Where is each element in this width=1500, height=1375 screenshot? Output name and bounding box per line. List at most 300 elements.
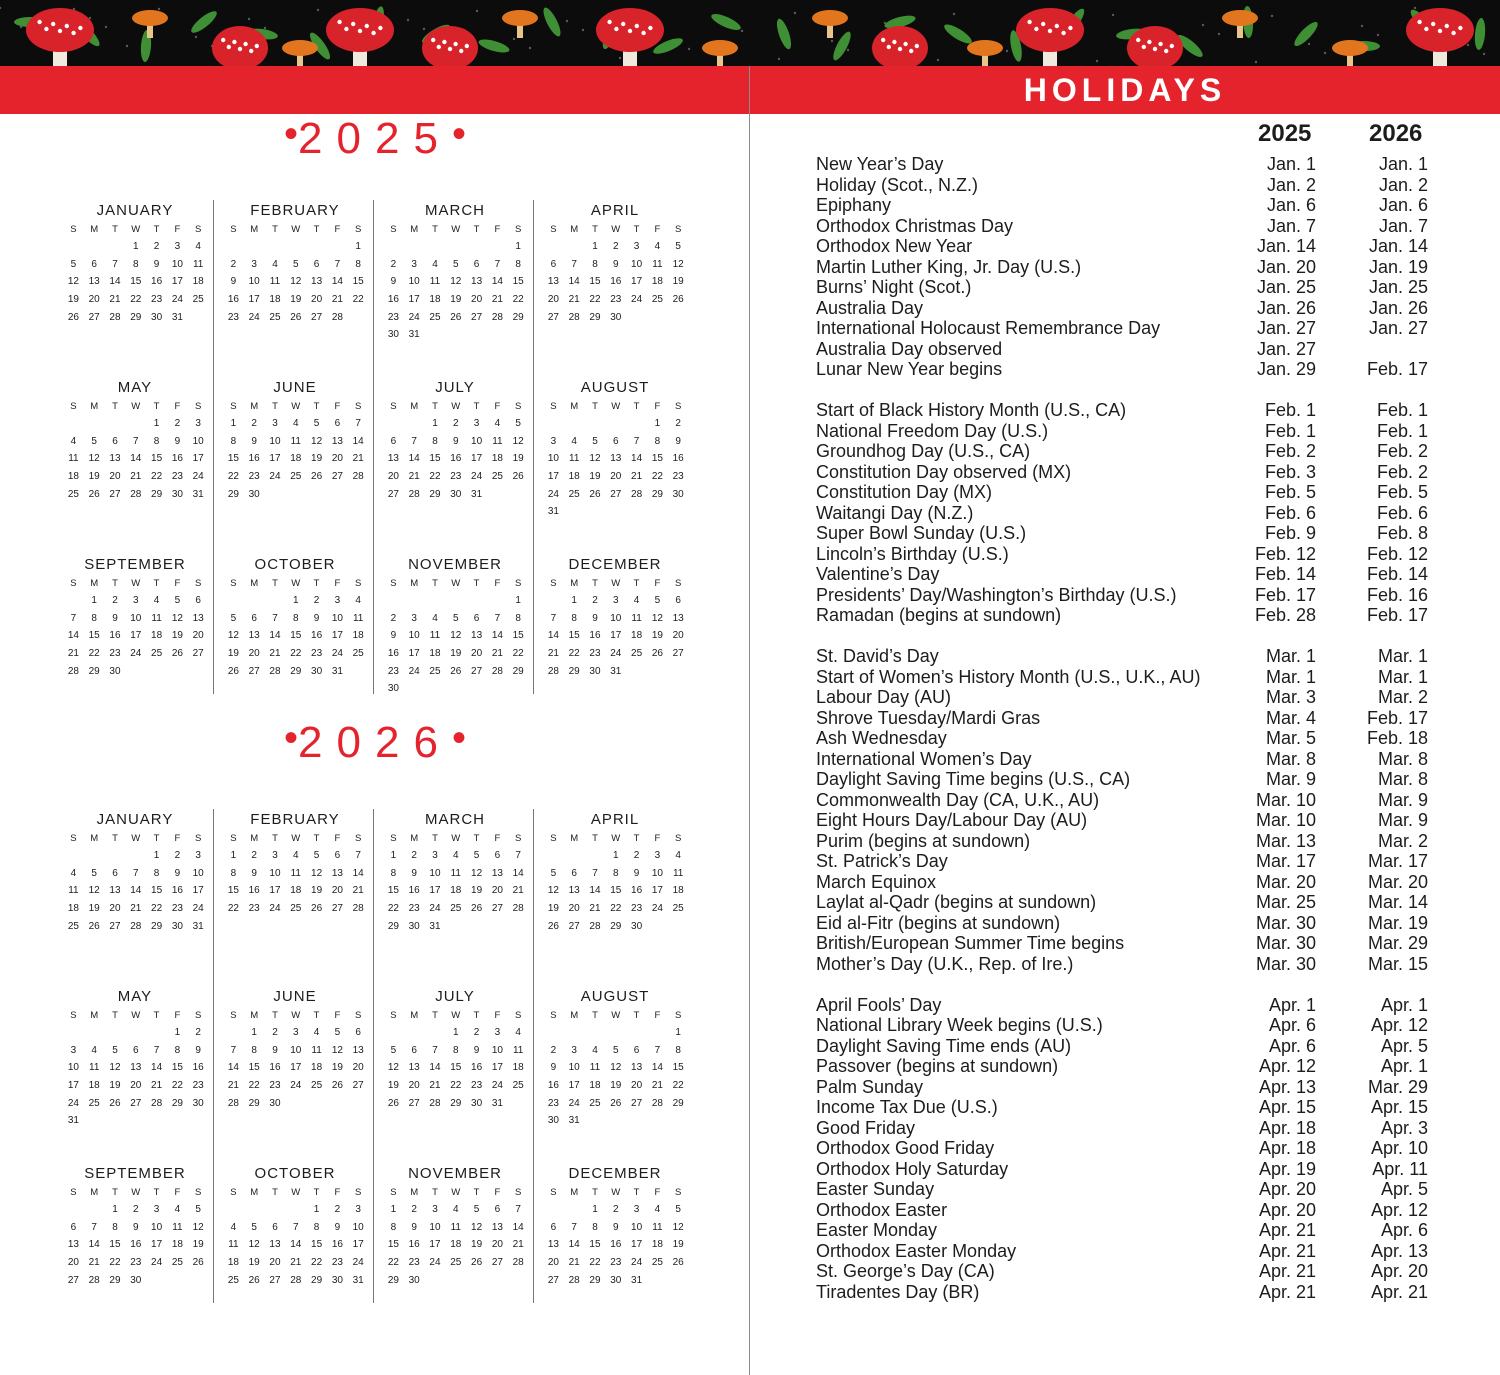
weekday-letter: F bbox=[654, 1187, 661, 1198]
holiday-name: Presidents’ Day/Washington’s Birthday (U.S.) bbox=[816, 584, 1177, 605]
day-cell bbox=[63, 1201, 84, 1219]
day-cell bbox=[585, 503, 606, 521]
mushroom-spot-icon bbox=[1061, 31, 1065, 35]
day-cell: 13 bbox=[491, 867, 503, 879]
day-cell: 31 bbox=[67, 1115, 79, 1127]
weekday-letter: M bbox=[90, 1187, 99, 1198]
month-row bbox=[55, 1163, 695, 1340]
day-cell: 8 bbox=[112, 1221, 118, 1233]
day-cell: 14 bbox=[512, 1221, 524, 1233]
day-cell bbox=[647, 1024, 668, 1042]
day-cell: 25 bbox=[269, 311, 281, 323]
mushroom-spot-icon bbox=[1136, 38, 1140, 42]
month-row bbox=[55, 554, 695, 731]
month-divider bbox=[533, 986, 534, 1163]
date-2026: Feb. 6 bbox=[1376, 502, 1428, 523]
weekday-letter: W bbox=[611, 401, 621, 412]
weekday-letter: T bbox=[633, 578, 640, 589]
day-cell: 13 bbox=[672, 612, 684, 624]
mushroom-spot-icon bbox=[892, 40, 896, 44]
day-cell: 20 bbox=[109, 903, 121, 915]
holiday-name: Constitution Day (MX) bbox=[816, 482, 993, 502]
speck-icon bbox=[158, 8, 160, 10]
day-cell: 17 bbox=[471, 453, 483, 465]
weekday-letter: T bbox=[432, 224, 438, 235]
date-2026: Apr. 5 bbox=[1380, 1179, 1428, 1199]
holiday-row bbox=[816, 1097, 1436, 1118]
date-2025: Mar. 10 bbox=[1255, 789, 1316, 810]
day-cell: 29 bbox=[610, 920, 622, 932]
weekday-header bbox=[215, 576, 375, 592]
weekday-letter: S bbox=[675, 833, 682, 844]
week-row bbox=[55, 486, 215, 504]
date-2025: Feb. 2 bbox=[1264, 441, 1316, 461]
day-cell: 11 bbox=[512, 1044, 524, 1056]
day-cell bbox=[404, 415, 425, 433]
week-row bbox=[375, 1042, 535, 1060]
date-2026: Feb. 17 bbox=[1366, 707, 1428, 728]
week-row bbox=[55, 847, 215, 865]
weekday-header bbox=[535, 1185, 695, 1201]
speck-icon bbox=[1377, 34, 1379, 36]
day-cell: 13 bbox=[547, 276, 559, 288]
day-cell: 1 bbox=[390, 1204, 397, 1215]
day-cell: 1 bbox=[251, 1027, 257, 1038]
month-row bbox=[55, 986, 695, 1163]
day-cell: 29 bbox=[589, 311, 601, 323]
day-cell bbox=[508, 918, 529, 936]
week-row bbox=[55, 450, 215, 468]
week-row bbox=[215, 1236, 375, 1254]
mushroom-cap-icon bbox=[132, 10, 168, 26]
day-cell: 5 bbox=[515, 418, 521, 429]
day-cell: 21 bbox=[109, 294, 121, 306]
day-cell: 8 bbox=[355, 258, 361, 270]
day-cell: 7 bbox=[133, 867, 139, 879]
weekday-letter: F bbox=[654, 401, 661, 412]
day-cell: 17 bbox=[269, 885, 281, 897]
day-cell: 10 bbox=[269, 867, 281, 879]
day-cell: 8 bbox=[613, 867, 619, 879]
day-cell: 3 bbox=[633, 241, 640, 252]
date-2026: Mar. 8 bbox=[1377, 748, 1428, 769]
day-cell bbox=[605, 1112, 626, 1130]
day-cell: 28 bbox=[88, 1274, 100, 1286]
weekday-letter: F bbox=[174, 833, 181, 844]
day-cell: 7 bbox=[112, 258, 118, 270]
day-cell: 16 bbox=[248, 453, 260, 465]
day-cell: 18 bbox=[429, 648, 441, 660]
day-cell: 24 bbox=[151, 1257, 163, 1269]
month-name: MAY bbox=[117, 988, 153, 1005]
day-cell: 24 bbox=[331, 648, 343, 660]
day-cell: 7 bbox=[355, 418, 361, 429]
date-2026: Mar. 29 bbox=[1367, 933, 1428, 953]
day-cell bbox=[605, 1024, 626, 1042]
weekday-letter: S bbox=[195, 1187, 202, 1198]
week-row bbox=[535, 1201, 695, 1219]
month-name: JANUARY bbox=[96, 811, 174, 828]
weekday-letter: F bbox=[174, 578, 181, 589]
weekday-header bbox=[535, 222, 695, 238]
date-2025: Apr. 1 bbox=[1268, 994, 1316, 1015]
day-cell: 5 bbox=[654, 595, 661, 606]
holiday-row bbox=[816, 359, 1436, 380]
weekday-letter: S bbox=[675, 1187, 682, 1198]
day-cell: 22 bbox=[589, 1257, 601, 1269]
day-cell: 9 bbox=[112, 612, 118, 624]
day-cell: 9 bbox=[390, 276, 397, 288]
day-cell: 19 bbox=[67, 294, 79, 306]
week-row bbox=[535, 415, 695, 433]
mushroom-banner-icon bbox=[0, 0, 1500, 67]
day-cell: 7 bbox=[571, 1221, 577, 1233]
mushroom-spot-icon bbox=[351, 22, 355, 26]
speck-icon bbox=[847, 49, 849, 51]
day-cell: 20 bbox=[311, 294, 323, 306]
day-cell: 26 bbox=[471, 903, 483, 915]
week-row bbox=[535, 1112, 695, 1130]
week-row bbox=[215, 309, 375, 327]
day-cell: 18 bbox=[227, 1257, 239, 1269]
day-cell: 1 bbox=[230, 850, 237, 861]
month-divider bbox=[533, 809, 534, 986]
day-cell: 26 bbox=[192, 1257, 204, 1269]
day-cell: 24 bbox=[610, 648, 622, 660]
weekday-letter: T bbox=[272, 224, 278, 235]
weekday-letter: S bbox=[195, 401, 202, 412]
speck-icon bbox=[1414, 7, 1416, 9]
date-2026: Feb. 2 bbox=[1376, 441, 1428, 461]
day-cell: 30 bbox=[610, 311, 622, 323]
weekday-letter: S bbox=[355, 833, 362, 844]
day-cell: 3 bbox=[432, 1204, 438, 1215]
day-cell: 20 bbox=[269, 1257, 281, 1269]
weekday-letter: F bbox=[334, 833, 341, 844]
day-cell: 21 bbox=[512, 1239, 524, 1251]
day-cell: 13 bbox=[109, 885, 121, 897]
day-cell: 30 bbox=[387, 329, 399, 341]
weekday-letter: M bbox=[90, 1010, 99, 1021]
day-cell: 14 bbox=[130, 453, 142, 465]
day-cell: 1 bbox=[453, 1027, 459, 1038]
week-row bbox=[535, 291, 695, 309]
day-cell bbox=[188, 1112, 209, 1130]
day-cell bbox=[425, 592, 446, 610]
week-row bbox=[375, 1077, 535, 1095]
mushroom-spot-icon bbox=[459, 49, 463, 53]
speck-icon bbox=[105, 26, 107, 28]
day-cell: 2 bbox=[313, 595, 320, 606]
weekday-header bbox=[375, 576, 535, 592]
day-cell: 14 bbox=[352, 867, 364, 879]
day-cell: 24 bbox=[269, 471, 281, 483]
day-cell: 11 bbox=[492, 435, 503, 447]
month-name: JANUARY bbox=[96, 202, 174, 219]
day-cell: 26 bbox=[311, 471, 323, 483]
mushroom-spot-icon bbox=[37, 20, 41, 24]
holiday-row bbox=[816, 708, 1436, 729]
day-cell: 22 bbox=[512, 294, 524, 306]
week-row bbox=[55, 309, 215, 327]
day-cell: 14 bbox=[589, 885, 601, 897]
day-cell: 23 bbox=[672, 471, 684, 483]
day-cell: 29 bbox=[151, 488, 163, 500]
weekday-letter: F bbox=[334, 1010, 341, 1021]
day-cell bbox=[125, 1024, 146, 1042]
day-cell: 26 bbox=[227, 665, 239, 677]
day-cell: 19 bbox=[88, 903, 100, 915]
day-cell: 12 bbox=[547, 885, 559, 897]
weekday-letter: W bbox=[291, 1187, 301, 1198]
speck-icon bbox=[1361, 25, 1363, 27]
day-cell: 7 bbox=[230, 1044, 237, 1056]
day-cell: 14 bbox=[568, 1239, 580, 1251]
week-row bbox=[535, 1236, 695, 1254]
day-cell: 4 bbox=[174, 1204, 181, 1215]
speck-icon bbox=[794, 12, 796, 14]
day-cell: 11 bbox=[151, 612, 162, 624]
month-divider bbox=[213, 554, 214, 694]
day-cell bbox=[188, 1272, 209, 1290]
day-cell bbox=[167, 1112, 188, 1130]
day-cell bbox=[327, 1095, 348, 1113]
day-cell: 19 bbox=[290, 294, 302, 306]
date-2026: Apr. 20 bbox=[1370, 1261, 1428, 1281]
weekday-letter: W bbox=[131, 224, 141, 235]
day-cell: 8 bbox=[133, 258, 139, 270]
day-cell: 19 bbox=[171, 630, 183, 642]
mushroom-spot-icon bbox=[221, 38, 225, 42]
day-cell: 15 bbox=[512, 630, 524, 642]
day-cell: 29 bbox=[429, 488, 441, 500]
week-row bbox=[55, 663, 215, 681]
day-cell: 17 bbox=[429, 885, 441, 897]
day-cell: 6 bbox=[473, 612, 480, 624]
mushroom-spot-icon bbox=[641, 31, 645, 35]
weekday-letter: T bbox=[592, 401, 598, 412]
weekday-letter: T bbox=[432, 401, 438, 412]
day-cell bbox=[626, 663, 647, 681]
day-cell: 22 bbox=[227, 903, 239, 915]
day-cell: 24 bbox=[408, 311, 420, 323]
day-cell: 23 bbox=[269, 1080, 281, 1092]
mushroom-spot-icon bbox=[635, 24, 639, 28]
weekday-letter: M bbox=[90, 224, 99, 235]
day-cell bbox=[167, 1272, 188, 1290]
day-cell: 2 bbox=[592, 595, 598, 606]
month-name: APRIL bbox=[590, 202, 640, 219]
day-cell bbox=[146, 1272, 167, 1290]
day-cell: 14 bbox=[151, 1062, 163, 1074]
date-2026: Jan. 26 bbox=[1368, 297, 1428, 318]
day-cell: 5 bbox=[453, 612, 459, 624]
day-cell: 25 bbox=[171, 1257, 183, 1269]
holiday-name: Constitution Day observed (MX) bbox=[816, 461, 1072, 482]
weekday-header bbox=[55, 576, 215, 592]
weekday-letter: T bbox=[633, 1187, 640, 1198]
day-cell: 10 bbox=[151, 1221, 163, 1233]
day-cell: 7 bbox=[494, 612, 501, 624]
weekday-letter: T bbox=[592, 1187, 598, 1198]
day-cell bbox=[543, 238, 564, 256]
day-cell: 6 bbox=[550, 258, 557, 270]
date-2025: Jan. 20 bbox=[1256, 256, 1316, 277]
week-row bbox=[535, 1042, 695, 1060]
month-name: AUGUST bbox=[580, 988, 650, 1005]
day-cell: 4 bbox=[70, 867, 77, 879]
day-cell bbox=[466, 918, 487, 936]
holiday-name: Good Friday bbox=[816, 1117, 916, 1138]
day-cell bbox=[84, 1024, 105, 1042]
weekday-letter: T bbox=[153, 401, 160, 412]
day-cell: 1 bbox=[230, 418, 237, 429]
month-divider bbox=[533, 1163, 534, 1303]
week-row bbox=[55, 1024, 215, 1042]
day-cell: 1 bbox=[432, 418, 438, 429]
day-cell bbox=[125, 847, 146, 865]
weekday-letter: T bbox=[313, 224, 320, 235]
date-2025: Feb. 12 bbox=[1254, 543, 1316, 564]
day-cell: 9 bbox=[251, 867, 257, 879]
day-cell: 15 bbox=[387, 885, 399, 897]
day-cell: 5 bbox=[112, 1044, 118, 1056]
month-november bbox=[375, 554, 535, 698]
day-cell: 23 bbox=[631, 903, 643, 915]
day-cell: 27 bbox=[248, 665, 260, 677]
mushroom-spot-icon bbox=[628, 29, 632, 33]
day-cell bbox=[647, 1272, 668, 1290]
holiday-name: Passover (begins at sundown) bbox=[816, 1056, 1059, 1076]
day-cell: 18 bbox=[269, 294, 281, 306]
month-divider bbox=[373, 986, 374, 1163]
month-name: JUNE bbox=[273, 379, 317, 396]
day-cell: 10 bbox=[631, 1221, 643, 1233]
weekday-letter: S bbox=[550, 578, 557, 589]
holiday-name: Holiday (Scot., N.Z.) bbox=[816, 174, 979, 195]
day-cell: 23 bbox=[387, 665, 399, 677]
date-2026: Mar. 17 bbox=[1367, 851, 1428, 871]
holiday-row bbox=[816, 1220, 1436, 1241]
day-cell: 22 bbox=[450, 1080, 462, 1092]
day-cell bbox=[404, 1024, 425, 1042]
day-cell: 19 bbox=[88, 471, 100, 483]
month-april bbox=[535, 809, 695, 935]
date-2025: Jan. 7 bbox=[1266, 215, 1316, 236]
holidays-table bbox=[816, 120, 1436, 1302]
holiday-name: Orthodox Christmas Day bbox=[816, 215, 1014, 236]
year-dot-right: • bbox=[451, 112, 466, 156]
day-cell: 6 bbox=[313, 258, 320, 270]
group-gap bbox=[816, 974, 1436, 995]
day-cell: 31 bbox=[610, 665, 622, 677]
day-cell: 21 bbox=[631, 471, 643, 483]
day-cell: 13 bbox=[248, 630, 260, 642]
day-cell: 17 bbox=[568, 1080, 580, 1092]
day-cell bbox=[404, 680, 425, 698]
holiday-name: Australia Day observed bbox=[816, 338, 1003, 359]
day-cell: 14 bbox=[408, 453, 420, 465]
day-cell: 21 bbox=[130, 471, 142, 483]
day-cell: 28 bbox=[547, 665, 559, 677]
holiday-row bbox=[816, 605, 1436, 626]
day-cell: 23 bbox=[547, 1097, 559, 1109]
day-cell: 28 bbox=[512, 1257, 524, 1269]
weekday-letter: W bbox=[451, 1187, 461, 1198]
date-2025: Jan. 14 bbox=[1256, 236, 1316, 256]
day-cell: 9 bbox=[251, 435, 257, 447]
month-name: FEBRUARY bbox=[250, 202, 340, 219]
weekday-letter: T bbox=[153, 1187, 160, 1198]
week-row bbox=[535, 468, 695, 486]
day-cell: 25 bbox=[672, 903, 684, 915]
day-cell bbox=[348, 309, 369, 327]
day-cell bbox=[244, 238, 265, 256]
weekday-letter: S bbox=[355, 1010, 362, 1021]
day-cell: 25 bbox=[631, 648, 643, 660]
day-cell: 18 bbox=[311, 1062, 323, 1074]
day-cell: 27 bbox=[269, 1274, 281, 1286]
day-cell: 5 bbox=[550, 867, 557, 879]
day-cell: 4 bbox=[515, 1027, 521, 1038]
day-cell: 29 bbox=[151, 920, 163, 932]
day-cell: 23 bbox=[610, 294, 622, 306]
holiday-row bbox=[816, 1118, 1436, 1139]
date-2026: Feb. 1 bbox=[1376, 420, 1428, 441]
weekday-letter: T bbox=[473, 401, 480, 412]
date-2025: Mar. 1 bbox=[1265, 666, 1316, 687]
week-row bbox=[215, 627, 375, 645]
weekday-letter: W bbox=[611, 578, 621, 589]
holiday-row bbox=[816, 318, 1436, 339]
day-cell: 21 bbox=[130, 903, 142, 915]
weekday-letter: S bbox=[390, 578, 397, 589]
day-cell: 27 bbox=[408, 1097, 420, 1109]
day-cell: 28 bbox=[109, 311, 121, 323]
week-row bbox=[375, 1219, 535, 1237]
day-cell: 29 bbox=[109, 1274, 121, 1286]
weekday-letter: W bbox=[291, 224, 301, 235]
day-cell: 6 bbox=[613, 435, 619, 447]
week-row bbox=[375, 882, 535, 900]
group-gap bbox=[816, 380, 1436, 401]
day-cell: 10 bbox=[130, 612, 142, 624]
day-cell: 15 bbox=[651, 453, 663, 465]
holiday-name: National Freedom Day (U.S.) bbox=[816, 420, 1049, 441]
holiday-row bbox=[816, 1241, 1436, 1262]
weekday-letter: M bbox=[90, 578, 99, 589]
week-row bbox=[375, 468, 535, 486]
day-cell: 16 bbox=[589, 630, 601, 642]
day-cell: 13 bbox=[192, 612, 204, 624]
day-cell: 20 bbox=[610, 471, 622, 483]
mushroom-spot-icon bbox=[1431, 22, 1435, 26]
month-april bbox=[535, 200, 695, 326]
day-cell: 8 bbox=[432, 435, 438, 447]
date-2025: Feb. 28 bbox=[1254, 605, 1316, 625]
weekday-letter: S bbox=[355, 224, 362, 235]
day-cell bbox=[647, 1112, 668, 1130]
day-cell: 3 bbox=[251, 258, 257, 270]
day-cell: 3 bbox=[195, 418, 201, 429]
day-cell: 10 bbox=[408, 630, 420, 642]
weekday-letter: F bbox=[494, 224, 501, 235]
date-2026: Feb. 18 bbox=[1366, 728, 1428, 748]
week-row bbox=[375, 433, 535, 451]
day-cell: 13 bbox=[471, 630, 483, 642]
day-cell: 6 bbox=[91, 258, 97, 270]
weekday-letter: F bbox=[174, 401, 181, 412]
